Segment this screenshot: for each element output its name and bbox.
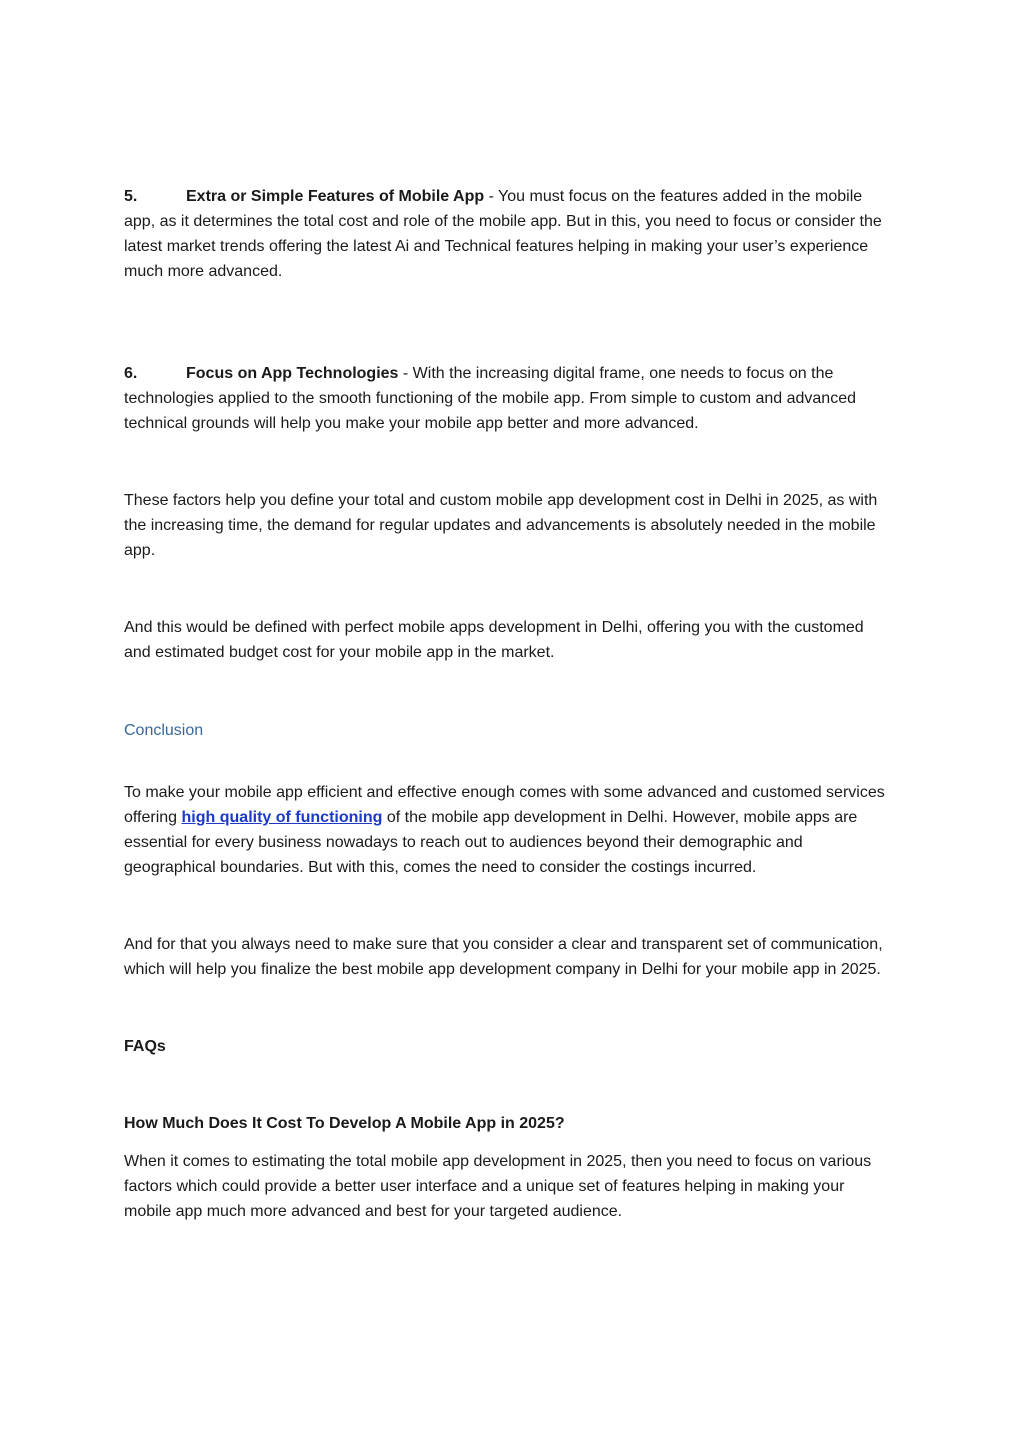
faq-answer: When it comes to estimating the total mobile app development in 2025, then you need to focus on various factors which could provide a better user interface and a unique set of features helping in making your mobile app much more advanced and best for your targeted audience. [124, 1153, 872, 1220]
list-item-5 [124, 184, 894, 284]
quality-link[interactable]: high quality of functioning [181, 809, 383, 826]
paragraph-factors: These factors help you define your total and custom mobile app development cost in Delhi in 2025, as with the increasing time, the demand for regular updates and advancements is absolutely needed in the mobile app. [124, 492, 878, 559]
conclusion-heading: Conclusion [124, 722, 204, 739]
conclusion-text-before: To make your mobile app efficient and effective enough comes with some advanced and customed services offering [124, 784, 885, 826]
conclusion-text-after: of the mobile app development in Delhi. However, mobile apps are essential for every business nowadays to reach out to audiences beyond their demographic and geographical boundaries. But with this, comes the need to consider the costings incurred. [124, 809, 858, 876]
list-item-text: - You must focus on the features added in the mobile app, as it determines the total cost and role of the mobile app. But in this, you need to focus or consider the latest market trends offering the latest Ai and Technical features helping in making your user’s experience much more advanced. [124, 188, 882, 280]
list-item-text: - With the increasing digital frame, one needs to focus on the technologies applied to the smooth functioning of the mobile app. From simple to custom and advanced technical grounds will help you make your mobile app better and more advanced. [124, 365, 856, 432]
list-number: 5. [124, 188, 138, 205]
list-item-title: Extra or Simple Features of Mobile App [186, 188, 485, 205]
paragraph-communication: And for that you always need to make sure that you consider a clear and transparent set of communication, which will help you finalize the best mobile app development company in Delhi for your mobile app in 2025. [124, 936, 883, 978]
faq-question: How Much Does It Cost To Develop A Mobile App in 2025? [124, 1115, 565, 1132]
conclusion-paragraph [124, 780, 894, 880]
list-item-6 [124, 361, 894, 436]
list-number: 6. [124, 365, 138, 382]
document-page [124, 184, 894, 1224]
list-item-title: Focus on App Technologies [186, 365, 399, 382]
faqs-heading: FAQs [124, 1038, 166, 1055]
paragraph-defined: And this would be defined with perfect mobile apps development in Delhi, offering you with the customed and estimated budget cost for your mobile app in the market. [124, 619, 864, 661]
